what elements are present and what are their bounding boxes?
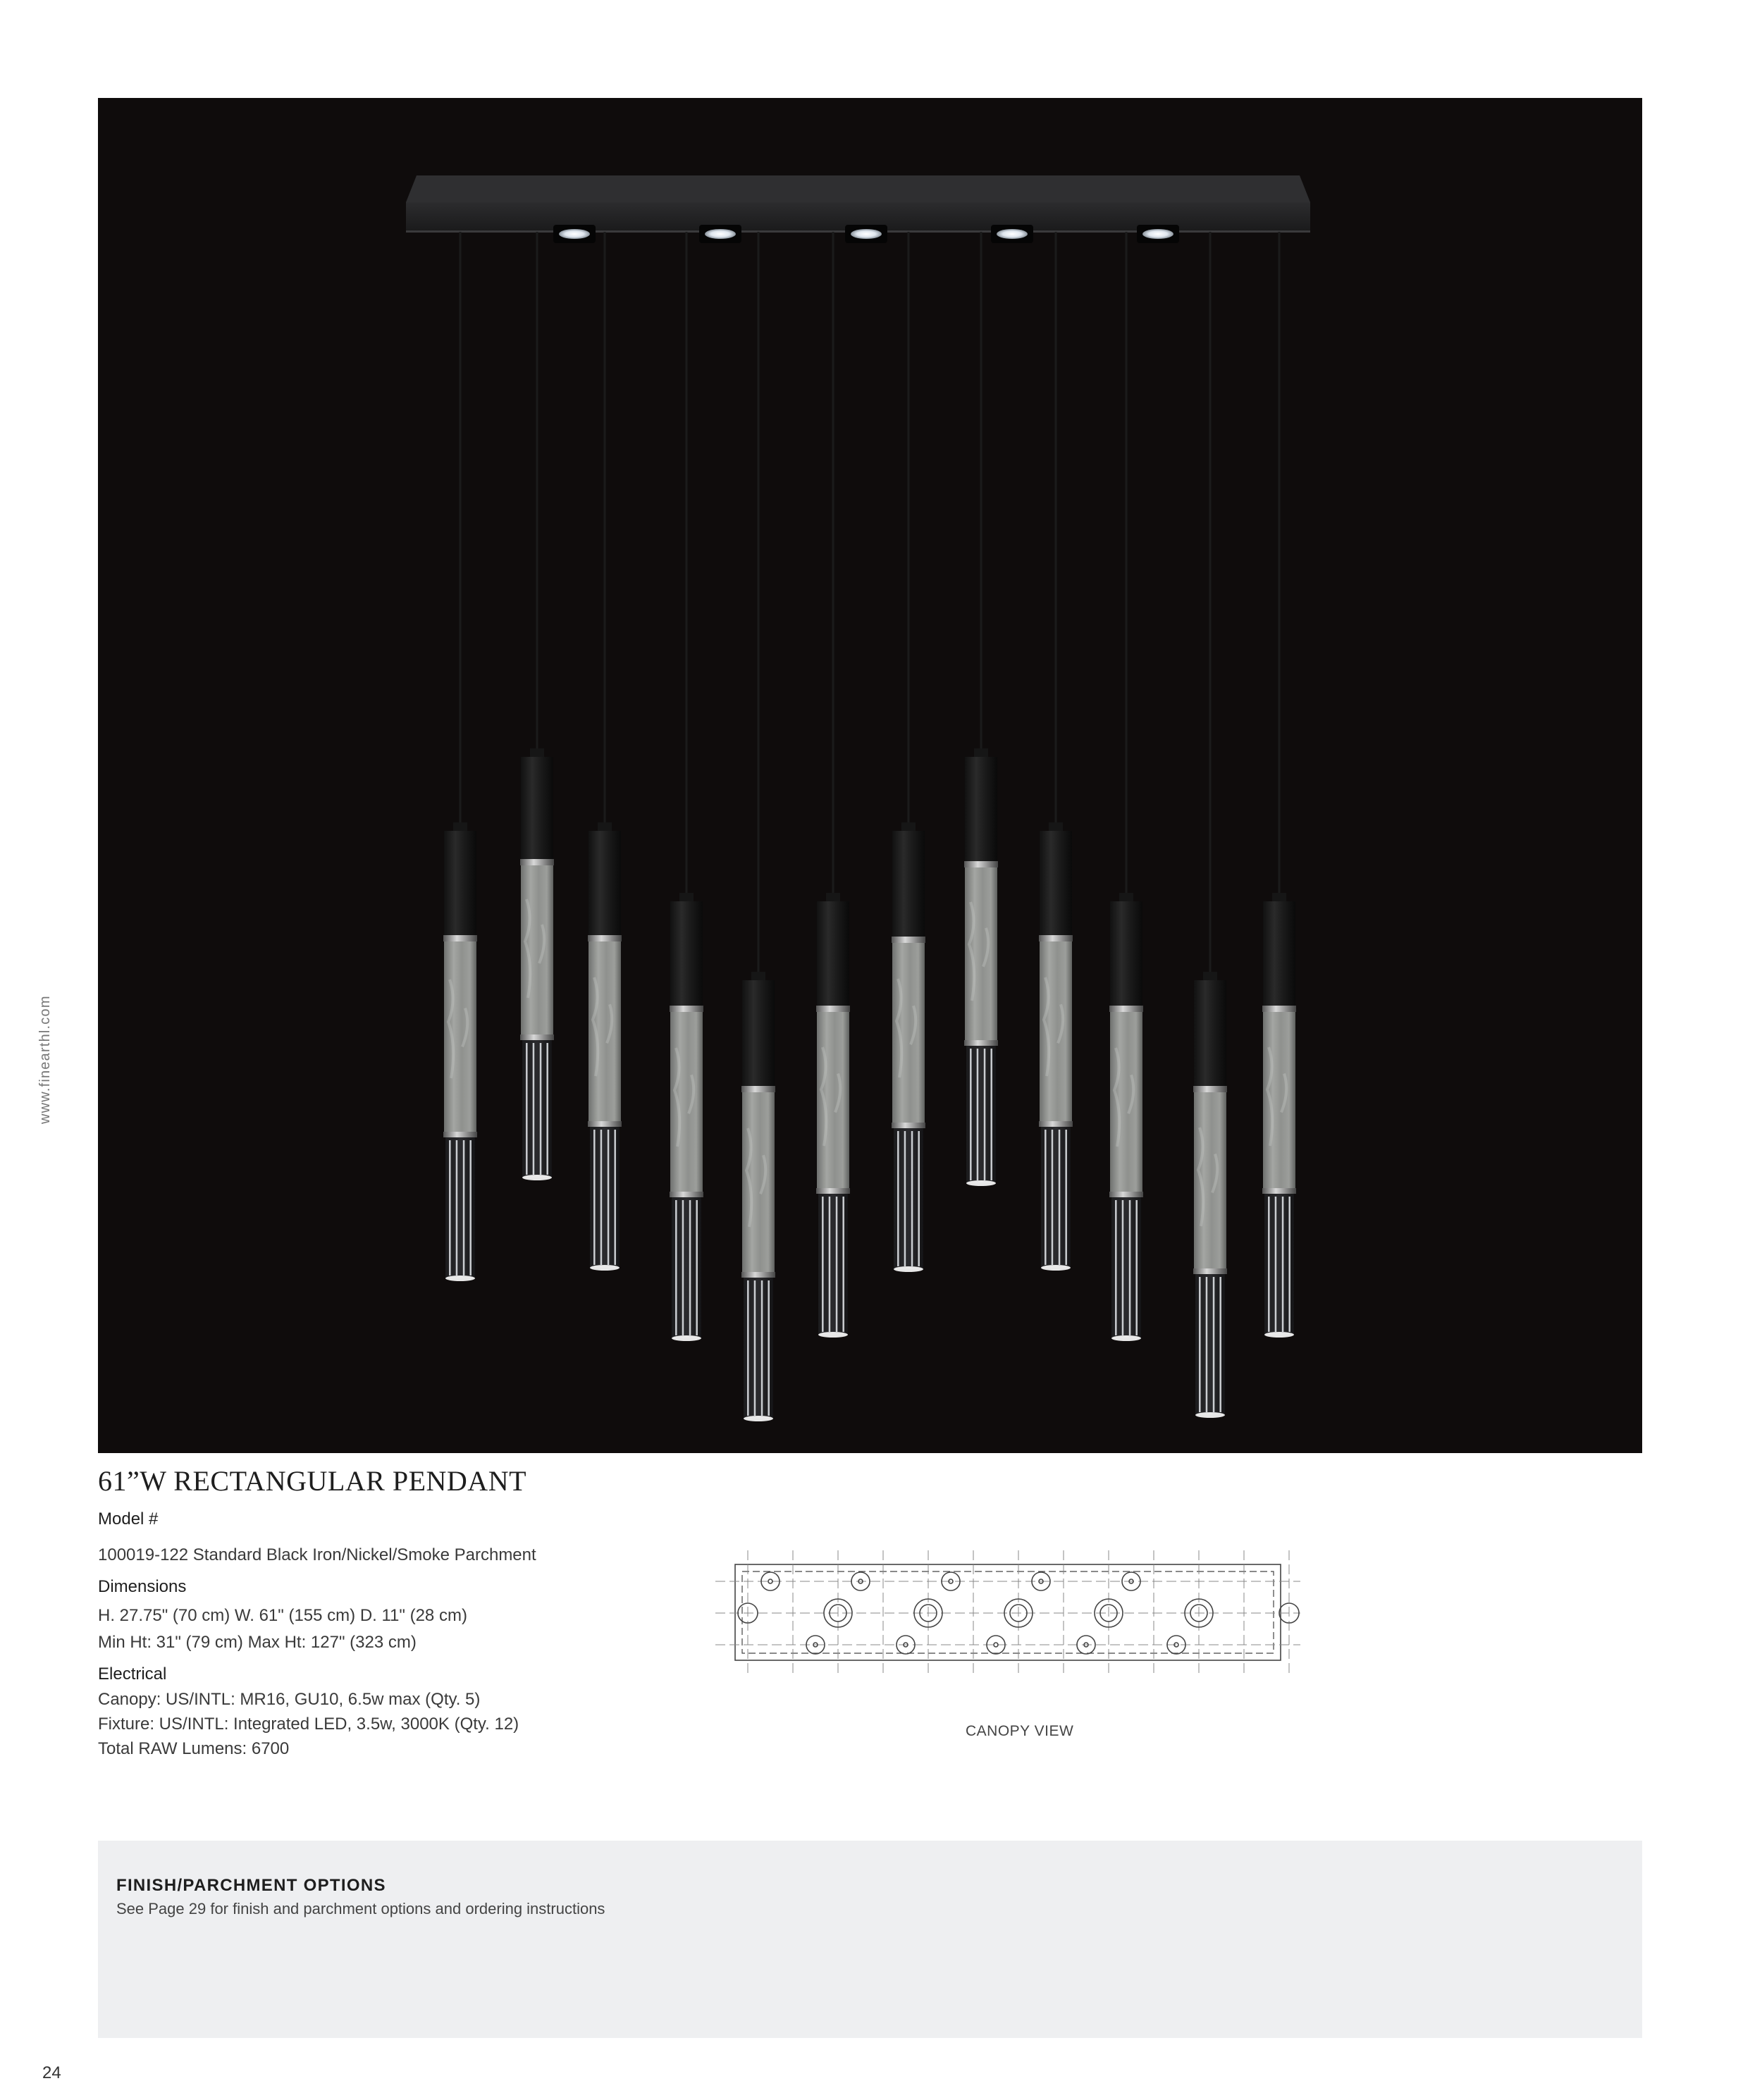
pendant-parchment-tube bbox=[817, 1012, 849, 1188]
pendant bbox=[1193, 232, 1227, 1418]
finish-options-panel bbox=[98, 1841, 1642, 2038]
pendant-nickel-ring bbox=[588, 935, 622, 941]
pendant-cap bbox=[751, 972, 765, 982]
dimensions-list bbox=[98, 1602, 467, 1656]
canopy-bar bbox=[406, 175, 1310, 243]
pendant-cap bbox=[1119, 893, 1133, 903]
pendant-nickel-ring bbox=[520, 859, 554, 865]
pendant-led-glow bbox=[966, 1180, 996, 1186]
pendant-cap bbox=[530, 748, 544, 758]
pendant-nickel-ring bbox=[1262, 1006, 1296, 1012]
pendant-parchment-tube bbox=[444, 941, 476, 1132]
pendant-led-glow bbox=[1041, 1265, 1071, 1271]
pendant bbox=[520, 232, 554, 1180]
canopy-spotlight bbox=[997, 229, 1028, 239]
options-heading: FINISH/PARCHMENT OPTIONS bbox=[116, 1876, 386, 1895]
canopy-spotlight bbox=[851, 229, 882, 239]
pendant-cap bbox=[1049, 822, 1063, 832]
pendant-cap bbox=[826, 893, 840, 903]
pendant-black-tube bbox=[521, 757, 553, 859]
electrical-line: Fixture: US/INTL: Integrated LED, 3.5w, 3000K (Qty. 12) bbox=[98, 1715, 519, 1734]
pendant-nickel-ring bbox=[816, 1188, 850, 1194]
pendant-nickel-ring bbox=[443, 1132, 477, 1137]
pendant-led-glow bbox=[522, 1175, 552, 1180]
pendant-black-tube bbox=[1194, 980, 1226, 1086]
pendant-cap bbox=[1272, 893, 1286, 903]
pendant-nickel-ring bbox=[741, 1272, 775, 1278]
pendant-black-tube bbox=[1110, 901, 1142, 1006]
model-label: Model # bbox=[98, 1509, 159, 1528]
pendant bbox=[816, 232, 850, 1338]
pendant-nickel-ring bbox=[964, 1040, 998, 1046]
canopy-top bbox=[406, 175, 1310, 202]
page-number: 24 bbox=[42, 2063, 61, 2082]
pendant bbox=[892, 232, 925, 1272]
pendant-led-glow bbox=[818, 1332, 848, 1338]
electrical-line: Canopy: US/INTL: MR16, GU10, 6.5w max (Qty. 5) bbox=[98, 1690, 481, 1709]
pendant bbox=[1109, 232, 1143, 1341]
pendant-cap bbox=[598, 822, 612, 832]
pendant-led-glow bbox=[1111, 1335, 1141, 1341]
dimensions-label: Dimensions bbox=[98, 1577, 187, 1596]
pendant bbox=[588, 232, 622, 1271]
electrical-label: Electrical bbox=[98, 1664, 167, 1684]
product-photo bbox=[98, 98, 1642, 1453]
pendant-led-glow bbox=[1264, 1332, 1294, 1338]
canopy-spotlight bbox=[705, 229, 736, 239]
pendant-led-glow bbox=[445, 1276, 475, 1281]
pendant-nickel-ring bbox=[588, 1121, 622, 1127]
pendant-nickel-ring bbox=[1193, 1086, 1227, 1092]
pendant-black-tube bbox=[965, 757, 997, 861]
pendant-black-tube bbox=[589, 831, 621, 935]
pendant bbox=[443, 232, 477, 1281]
pendant-parchment-tube bbox=[965, 867, 997, 1040]
pendant-led-glow bbox=[1195, 1412, 1225, 1418]
pendant-black-tube bbox=[742, 980, 775, 1086]
canopy-inner-outline bbox=[742, 1571, 1274, 1653]
pendant-parchment-tube bbox=[589, 941, 621, 1121]
pendant-black-tube bbox=[1263, 901, 1295, 1006]
pendant-parchment-tube bbox=[1263, 1012, 1295, 1188]
pendant bbox=[670, 232, 703, 1341]
pendant bbox=[964, 232, 998, 1186]
pendant-parchment-tube bbox=[892, 943, 925, 1123]
pendant-black-tube bbox=[1040, 831, 1072, 935]
pendant bbox=[1262, 232, 1296, 1338]
pendant-led-glow bbox=[744, 1416, 773, 1421]
pendant-nickel-ring bbox=[443, 935, 477, 941]
pendant-cap bbox=[901, 822, 916, 832]
pendant-group bbox=[443, 232, 1296, 1421]
pendant-cap bbox=[974, 748, 988, 758]
pendant-parchment-tube bbox=[742, 1092, 775, 1272]
pendant-nickel-ring bbox=[741, 1086, 775, 1092]
pendant-black-tube bbox=[670, 901, 703, 1006]
dimensions-line: Min Ht: 31" (79 cm) Max Ht: 127" (323 cm) bbox=[98, 1633, 417, 1652]
pendant-led-glow bbox=[894, 1266, 923, 1272]
pendant-black-tube bbox=[817, 901, 849, 1006]
pendant-nickel-ring bbox=[1039, 935, 1073, 941]
pendant-nickel-ring bbox=[892, 1123, 925, 1128]
pendant-nickel-ring bbox=[1262, 1188, 1296, 1194]
canopy-spotlight bbox=[1142, 229, 1173, 239]
pendant-cap bbox=[1203, 972, 1217, 982]
model-value: 100019-122 Standard Black Iron/Nickel/Smoke Parchment bbox=[98, 1545, 536, 1564]
pendant-nickel-ring bbox=[1109, 1192, 1143, 1197]
pendant-nickel-ring bbox=[1193, 1268, 1227, 1274]
canopy-caption: CANOPY VIEW bbox=[966, 1723, 1074, 1739]
canopy-spotlight bbox=[559, 229, 590, 239]
pendant-led-glow bbox=[590, 1265, 620, 1271]
electrical-list bbox=[98, 1687, 519, 1761]
pendant-black-tube bbox=[444, 831, 476, 935]
pendant-parchment-tube bbox=[521, 865, 553, 1034]
pendant-nickel-ring bbox=[964, 861, 998, 867]
pendant-nickel-ring bbox=[892, 937, 925, 943]
pendant-parchment-tube bbox=[1040, 941, 1072, 1121]
pendant-led-glow bbox=[672, 1335, 701, 1341]
pendant-parchment-tube bbox=[1110, 1012, 1142, 1192]
pendant-parchment-tube bbox=[670, 1012, 703, 1192]
pendant-nickel-ring bbox=[816, 1006, 850, 1012]
pendant-nickel-ring bbox=[670, 1192, 703, 1197]
product-title: 61”W RECTANGULAR PENDANT bbox=[98, 1465, 527, 1497]
pendant-nickel-ring bbox=[1109, 1006, 1143, 1012]
pendant-parchment-tube bbox=[1194, 1092, 1226, 1268]
pendant-cap bbox=[679, 893, 694, 903]
electrical-line: Total RAW Lumens: 6700 bbox=[98, 1739, 290, 1758]
pendant bbox=[1039, 232, 1073, 1271]
pendant-black-tube bbox=[892, 831, 925, 937]
pendant-illustration bbox=[98, 98, 1642, 1453]
canopy-diagram bbox=[715, 1550, 1300, 1691]
pendant-cap bbox=[453, 822, 467, 832]
website-url: www.finearthl.com bbox=[37, 995, 53, 1124]
dimensions-line: H. 27.75" (70 cm) W. 61" (155 cm) D. 11" (28 cm) bbox=[98, 1606, 467, 1625]
pendant bbox=[741, 232, 775, 1421]
pendant-nickel-ring bbox=[520, 1034, 554, 1040]
pendant-nickel-ring bbox=[1039, 1121, 1073, 1127]
options-text: See Page 29 for finish and parchment options and ordering instructions bbox=[116, 1900, 605, 1917]
pendant-nickel-ring bbox=[670, 1006, 703, 1012]
